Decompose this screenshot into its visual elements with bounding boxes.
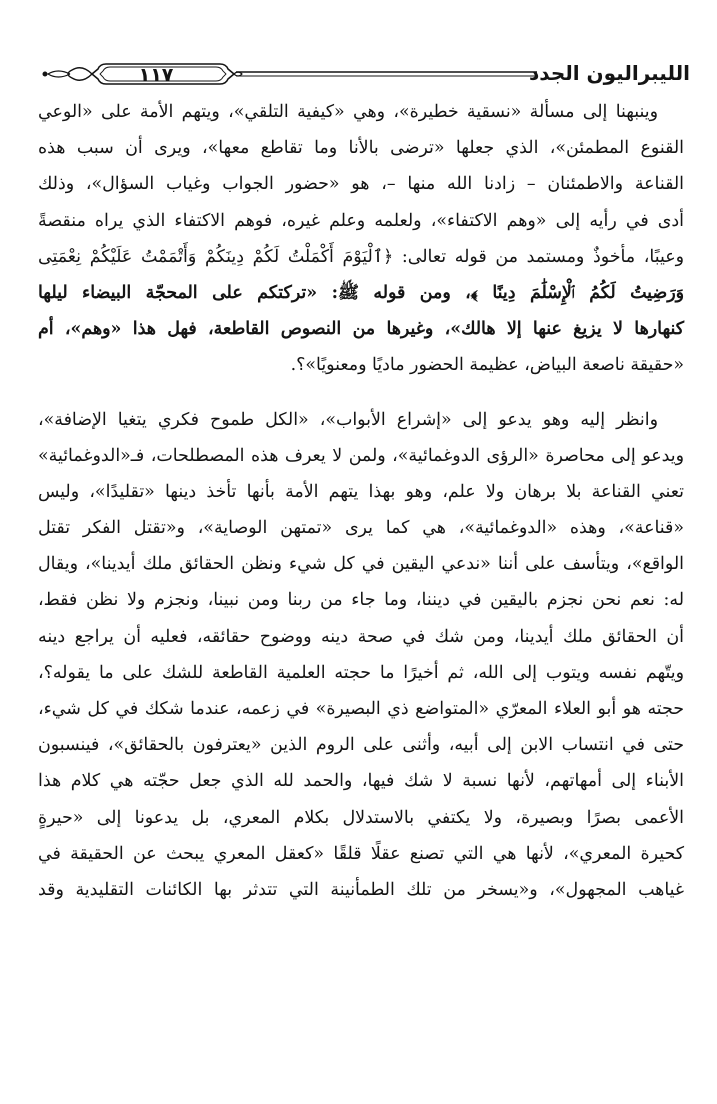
text-line: الأبناء إلى أمهاتهم، لأنها نسبة لا شك فيها، والحمد لله الذي جعل حجّته هي كلام هذا (38, 771, 684, 792)
text-line: وَرَضِيتُ لَكُمُ ٱلْإِسْلَٰمَ دِينًا ﴾، ومن قوله ﷺ: «تركتكم على المحجّة البيضاء ليلها (38, 282, 684, 303)
text-line: «حقيقة ناصعة البياض، عظيمة الحضور ماديًا ومعنويًا»؟. (290, 355, 684, 376)
text-line: حجته هو أبو العلاء المعرّي «المتواضع ذي البصيرة» في زعمه، عندما شكك في كل شيء، (38, 699, 684, 719)
page-number-ornament-icon (40, 60, 540, 90)
text-line: تعني القناعة بلا برهان ولا علم، وهو بهذا يتهم الأمة بأنها تأخذ دينها «تقليدًا»، وليس (38, 481, 684, 502)
page-header (40, 60, 690, 94)
text-line: ويدعو إلى محاصرة «الرؤى الدوغمائية»، ولمن لا يعرف هذه المصطلحات، فـ«الدوغمائية» (38, 445, 684, 466)
text-line: الأعمى بصرًا وبصيرة، ولا يكتفي بالاستدلال بكلام المعري، بل يدعونا إلى «حيرةٍ (38, 807, 684, 828)
running-title: الليبراليون الجدد (529, 61, 690, 85)
text-line: أدى في رأيه إلى «وهم الاكتفاء»، ولعلمه وعلم غيره، فوهم الاكتفاء الذي يراه منقصةً (38, 210, 684, 231)
body-text (38, 94, 684, 908)
text-line: وانظر إليه وهو يدعو إلى «إشراع الأبواب»، «الكل طموح فكري يتغيا الإضافة»، (38, 409, 658, 430)
text-line: وعيبًا، مأخوذٌ ومستمد من قوله تعالى: ﴿ٱلْيَوْمَ أَكْمَلْتُ لَكُمْ دِينَكُمْ وَأَتْمَمْتُ عَلَيْكُمْ نِعْمَتِى (38, 246, 684, 267)
text-line: الواقع»، ويتأسف على أننا «ندعي اليقين في كل شيء ونظن الحقائق ملك أيدينا»، ويقال (38, 554, 685, 575)
page-number: ١١٧ (138, 64, 174, 86)
text-line: القنوع المطمئن»، الذي جعلها «ترضى بالأنا وما تقاطع معها»، ويرى أن سبب هذه (38, 138, 684, 159)
text-line: حتى في انتساب الابن إلى أبيه، وأثنى على الروم الذين «يعترفون بالحقائق»، فينسبون (38, 735, 684, 756)
text-line: أن الحقائق ملك أيدينا، ومن شك في صحة دينه ووضوح حقائقه، فعليه أن يراجع دينه (38, 626, 684, 647)
text-line: كنهارها لا يزيغ عنها إلا هالك»، وغيرها من النصوص القاطعة، فهل هذا «وهم»، أم (38, 319, 684, 340)
text-line: له: نعم نحن نجزم باليقين في ديننا، وما جاء من ربنا ومن نبينا، ونجزم ولا نظن فقط، (38, 590, 684, 611)
paragraph (38, 402, 684, 909)
text-line: ويتّهم نفسه ويتوب إلى الله، ثم أخيرًا ما حجته العلمية القاطعة للشك على ما يقوله؟، (38, 662, 684, 683)
text-line: وينبهنا إلى مسألة «نسقية خطيرة»، وهي «كيفية التلقي»، ويتهم الأمة على «الوعي (38, 102, 658, 122)
text-line: غياهب المجهول»، و«يسخر من تلك الطمأنينة التي تتدثر بها الكائنات التقليدية وقد (38, 879, 684, 900)
paragraph-spacing (38, 384, 684, 402)
text-line: القناعة والاطمئنان – زادنا الله منها –، هو «حضور الجواب وغياب السؤال»، وذلك (38, 174, 684, 195)
text-line: كحيرة المعري»، لأنها هي التي تصنع عقلًا قلقًا «كعقل المعري يبحث عن الحقيقة في (38, 843, 684, 864)
paragraph (38, 94, 684, 384)
text-line: «قناعة»، وهذه «الدوغمائية»، هي كما يرى «تمتهن الوصاية»، و«تقتل الفكر تقتل (38, 518, 684, 539)
